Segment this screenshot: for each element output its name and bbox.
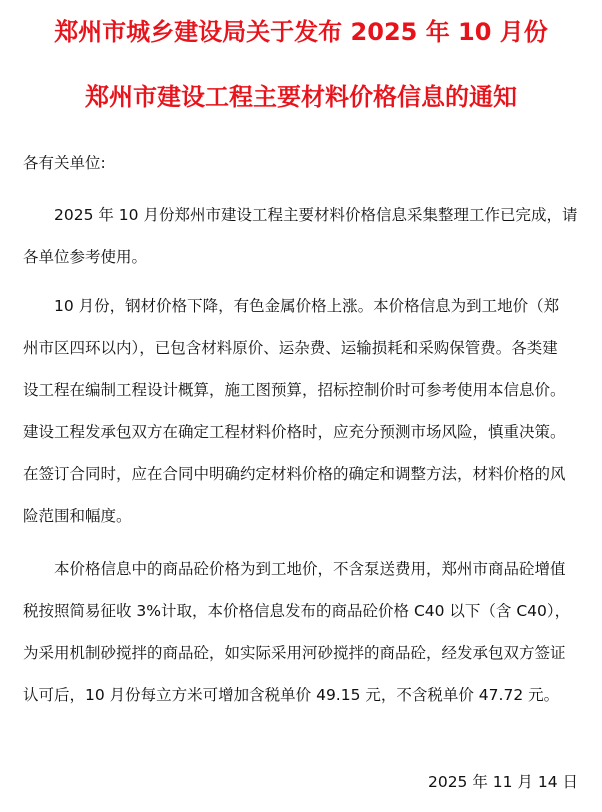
title-line-1: 郑州市城乡建设局关于发布 2025 年 10 月份 [54,18,548,46]
paragraph-line: 州市区四环以内），已包含材料原价、运杂费、运输损耗和采购保管费。各类建 [23,339,558,357]
paragraph-2 [23,285,579,537]
greeting-text: 各有关单位: [23,154,106,172]
paragraph-line: 设工程在编制工程设计概算，施工图预算，招标控制价时可参考使用本信息价。 [23,381,566,399]
title-line-2: 郑州市建设工程主要材料价格信息的通知 [85,83,517,111]
paragraph-line: 10 月份，钢材价格下降，有色金属价格上涨。本价格信息为到工地价（郑 [54,297,560,315]
paragraph-line: 税按照简易征收 3%计取，本价格信息发布的商品砼价格 C40 以下（含 C40）， [23,602,571,620]
paragraph-line: 各单位参考使用。 [23,248,148,266]
issue-date: 2025 年 11 月 14 日 [427,773,578,791]
paragraph-line: 2025 年 10 月份郑州市建设工程主要材料价格信息采集整理工作已完成，请 [54,206,578,224]
paragraph-1 [23,194,579,278]
paragraph-line: 在签订合同时，应在合同中明确约定材料价格的确定和调整方法，材料价格的风 [23,465,566,483]
paragraph-line: 为采用机制砂搅拌的商品砼，如实际采用河砂搅拌的商品砼，经发承包双方签证 [23,644,566,662]
greeting [23,142,579,184]
paragraph-line: 认可后，10 月份每立方米可增加含税单价 49.15 元，不含税单价 47.72 元。 [23,686,560,704]
paragraph-line: 本价格信息中的商品砼价格为到工地价，不含泵送费用，郑州市商品砼增值 [54,560,566,578]
paragraph-line: 建设工程发承包双方在确定工程材料价格时，应充分预测市场风险，慎重决策。 [23,423,566,441]
paragraph-line: 险范围和幅度。 [23,507,132,525]
paragraph-3 [23,548,579,716]
